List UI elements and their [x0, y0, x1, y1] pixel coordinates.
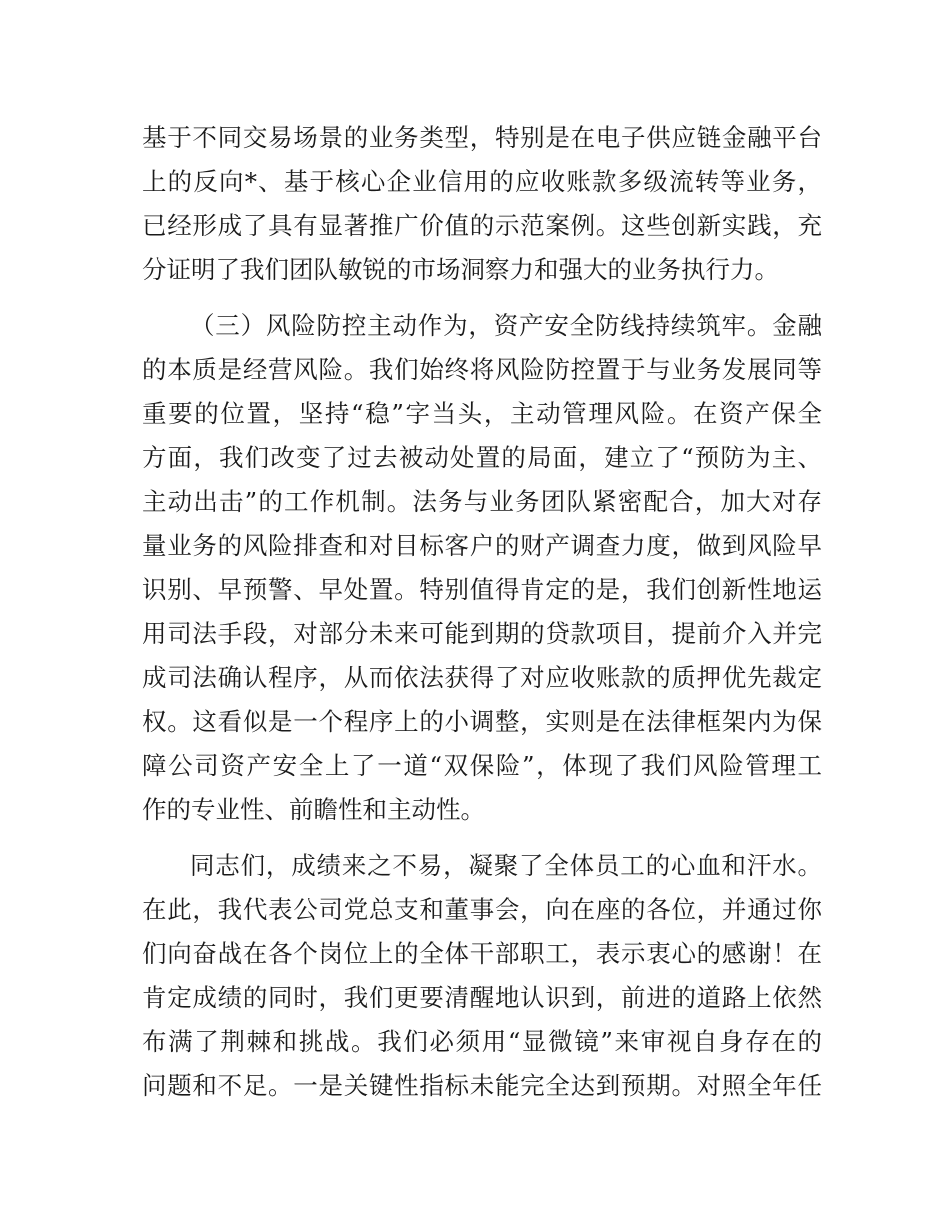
- text-line: 主动出击”的工作机制。法务与业务团队紧密配合，加大对存: [142, 487, 822, 516]
- text-line: 已经形成了具有显著推广价值的示范案例。这些创新实践，充: [142, 211, 822, 240]
- text-line: 上的反向*、基于核心企业信用的应收账款多级流转等业务，: [142, 167, 822, 196]
- text-line: 在此，我代表公司党总支和董事会，向在座的各位，并通过你: [142, 895, 822, 924]
- text-line: 障公司资产安全上了一道“双保险”，体现了我们风险管理工: [142, 751, 822, 780]
- text-line: 们向奋战在各个岗位上的全体干部职工，表示衷心的感谢！在: [142, 939, 822, 968]
- section-heading-line: （三）风险防控主动作为，资产安全防线持续筑牢。金融: [190, 311, 822, 340]
- paragraph-first-line: 同志们，成绩来之不易，凝聚了全体员工的心血和汗水。: [190, 851, 822, 880]
- text-line: 方面，我们改变了过去被动处置的局面，建立了“预防为主、: [142, 443, 822, 472]
- text-line: 成司法确认程序，从而依法获得了对应收账款的质押优先裁定: [142, 663, 822, 692]
- text-line: 识别、早预警、早处置。特别值得肯定的是，我们创新性地运: [142, 575, 822, 604]
- text-line: 分证明了我们团队敏锐的市场洞察力和强大的业务执行力。: [142, 255, 779, 284]
- text-line: 肯定成绩的同时，我们更要清醒地认识到，前进的道路上依然: [142, 983, 822, 1012]
- text-line: 用司法手段，对部分未来可能到期的贷款项目，提前介入并完: [142, 619, 822, 648]
- text-line: 作的专业性、前瞻性和主动性。: [142, 795, 485, 824]
- text-line: 布满了荆棘和挑战。我们必须用“显微镜”来审视自身存在的: [142, 1027, 822, 1056]
- text-line: 基于不同交易场景的业务类型，特别是在电子供应链金融平台: [142, 123, 822, 152]
- text-line: 量业务的风险排查和对目标客户的财产调查力度，做到风险早: [142, 531, 822, 560]
- text-line: 的本质是经营风险。我们始终将风险防控置于与业务发展同等: [142, 355, 822, 384]
- text-line: 问题和不足。一是关键性指标未能完全达到预期。对照全年任: [142, 1071, 822, 1100]
- text-line: 权。这看似是一个程序上的小调整，实则是在法律框架内为保: [142, 707, 822, 736]
- text-line: 重要的位置，坚持“稳”字当头，主动管理风险。在资产保全: [142, 399, 822, 428]
